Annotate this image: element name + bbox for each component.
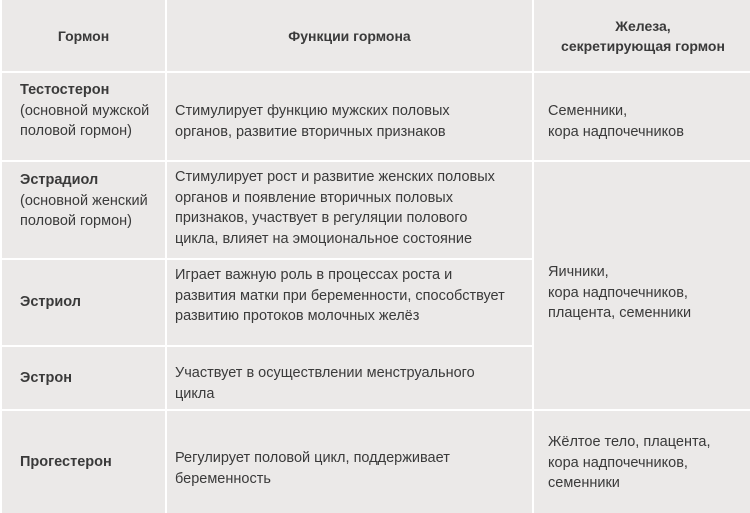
table-row-gland [548, 101, 748, 142]
divider [532, 0, 534, 513]
table-row-function [175, 167, 530, 249]
function-line: признаков, участвует в регуляции полового [175, 210, 468, 226]
divider [2, 160, 750, 162]
table-row-hormone [20, 80, 165, 142]
hormone-note: половой гормон) [20, 213, 132, 229]
gland-line: Яичники, [548, 264, 609, 280]
table-row-hormone [20, 347, 165, 409]
table-row-function [175, 363, 530, 404]
gland-line: Семенники, [548, 103, 628, 119]
hormone-name: Эстрон [20, 369, 72, 386]
gland-line: кора надпочечников [548, 123, 684, 140]
divider [2, 71, 750, 73]
function-line: развитию протоков молочных желёз [175, 308, 420, 324]
header-gland-line1: Железа, [615, 17, 671, 34]
function-line: цикла [175, 385, 215, 402]
function-line: Стимулирует рост и развитие женских половых [175, 169, 495, 185]
gland-line: Жёлтое тело, плацента, [548, 434, 711, 450]
header-gland [534, 0, 750, 71]
hormone-name: Прогестерон [20, 453, 112, 470]
gland-line: семенники [548, 475, 620, 491]
function-line: органов, развитие вторичных признаков [175, 123, 446, 140]
header-hormone: Гормон [57, 27, 110, 44]
hormone-note: (основной мужской [20, 102, 150, 119]
divider [165, 0, 167, 513]
hormone-name: Эстрадиол [20, 172, 99, 188]
function-line: Играет важную роль в процессах роста и [175, 267, 453, 283]
function-line: Стимулирует функцию мужских половых [175, 103, 450, 119]
function-line: Регулирует половой цикл, поддерживает [175, 450, 450, 466]
table-row-function [175, 265, 530, 327]
gland-line: кора надпочечников, [548, 454, 688, 471]
function-line: развития матки при беременности, способствует [175, 287, 505, 304]
gland-line: кора надпочечников, [548, 284, 688, 301]
header-gland-line2: секретирующая гормон [561, 37, 725, 54]
table-row-hormone [20, 411, 165, 513]
function-line: беременность [175, 470, 271, 487]
table-row-function [175, 101, 530, 142]
function-line: органов и появление вторичных половых [175, 189, 453, 206]
table-row-gland [548, 432, 748, 494]
table-row-function [175, 448, 530, 489]
function-line: цикла, влияет на эмоциональное состояние [175, 230, 473, 247]
gland-line: плацента, семенники [548, 305, 692, 321]
hormone-name: Эстриол [20, 294, 81, 311]
hormone-note: половой гормон) [20, 123, 132, 139]
table-row-hormone [20, 260, 165, 345]
hormone-name: Тестостерон [20, 82, 110, 98]
hormone-note: (основной женский [20, 192, 148, 209]
table-row-gland [548, 262, 748, 324]
function-line: Участвует в осуществлении менструального [175, 365, 475, 381]
header-functions: Функции гормона [288, 27, 411, 44]
table-row-hormone [20, 170, 165, 232]
